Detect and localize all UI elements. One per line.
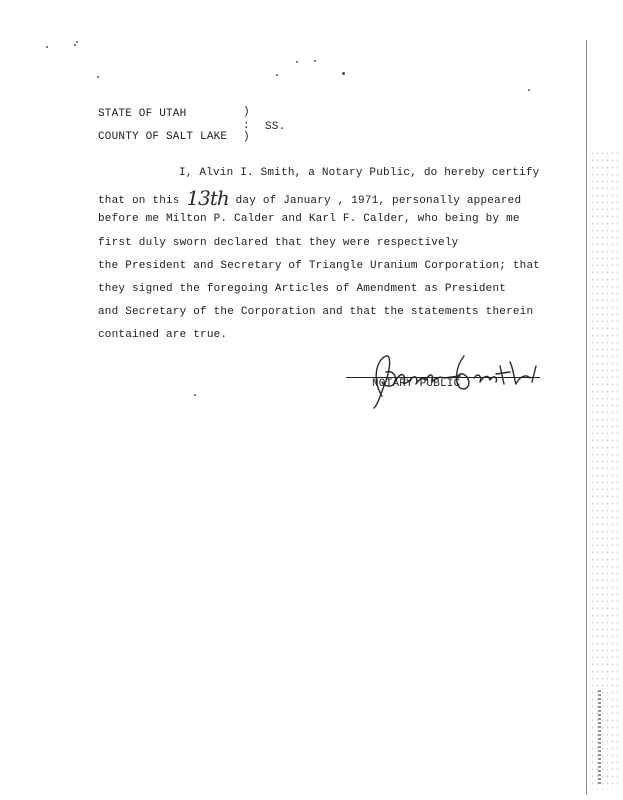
scan-speck bbox=[76, 41, 78, 43]
certificate-line-2-before: that on this bbox=[98, 195, 180, 207]
certificate-line-5: the President and Secretary of Triangle Uranium Corporation; that bbox=[98, 260, 541, 272]
certificate-line-4: first duly sworn declared that they were respectively bbox=[98, 237, 459, 249]
handwritten-day: 13th bbox=[186, 186, 229, 210]
scan-speck bbox=[46, 46, 48, 48]
venue-colon: : bbox=[243, 120, 250, 132]
scan-speck bbox=[97, 76, 99, 78]
certificate-line-3: before me Milton P. Calder and Karl F. Calder, who being by me bbox=[98, 213, 520, 225]
venue-state: STATE OF UTAH bbox=[98, 108, 187, 120]
scan-speck bbox=[528, 89, 530, 91]
certificate-line-2 bbox=[98, 186, 522, 210]
notary-public-title: NOTARY PUBLIC bbox=[372, 378, 461, 390]
scan-speck bbox=[314, 60, 316, 62]
page-edge-noise bbox=[590, 150, 620, 790]
certificate-line-6: they signed the foregoing Articles of Amendment as President bbox=[98, 283, 507, 295]
venue-county: COUNTY OF SALT LAKE bbox=[98, 131, 228, 143]
venue-paren-open: ) bbox=[243, 106, 250, 118]
venue-paren-close: ) bbox=[243, 131, 250, 143]
certificate-line-1: I, Alvin I. Smith, a Notary Public, do hereby certify bbox=[179, 167, 540, 179]
scan-speck bbox=[296, 61, 298, 63]
certificate-line-2-after: day of January , 1971, personally appeared bbox=[235, 195, 522, 207]
certificate-line-7: and Secretary of the Corporation and that the statements therein bbox=[98, 306, 534, 318]
page-edge-line bbox=[586, 40, 587, 795]
scan-speck bbox=[276, 74, 278, 76]
certificate-line-8: contained are true. bbox=[98, 329, 228, 341]
page-edge-dark bbox=[598, 690, 601, 785]
scan-speck bbox=[194, 394, 196, 396]
scan-speck bbox=[342, 72, 345, 75]
scan-speck bbox=[74, 44, 76, 46]
venue-ss: SS. bbox=[265, 121, 286, 133]
